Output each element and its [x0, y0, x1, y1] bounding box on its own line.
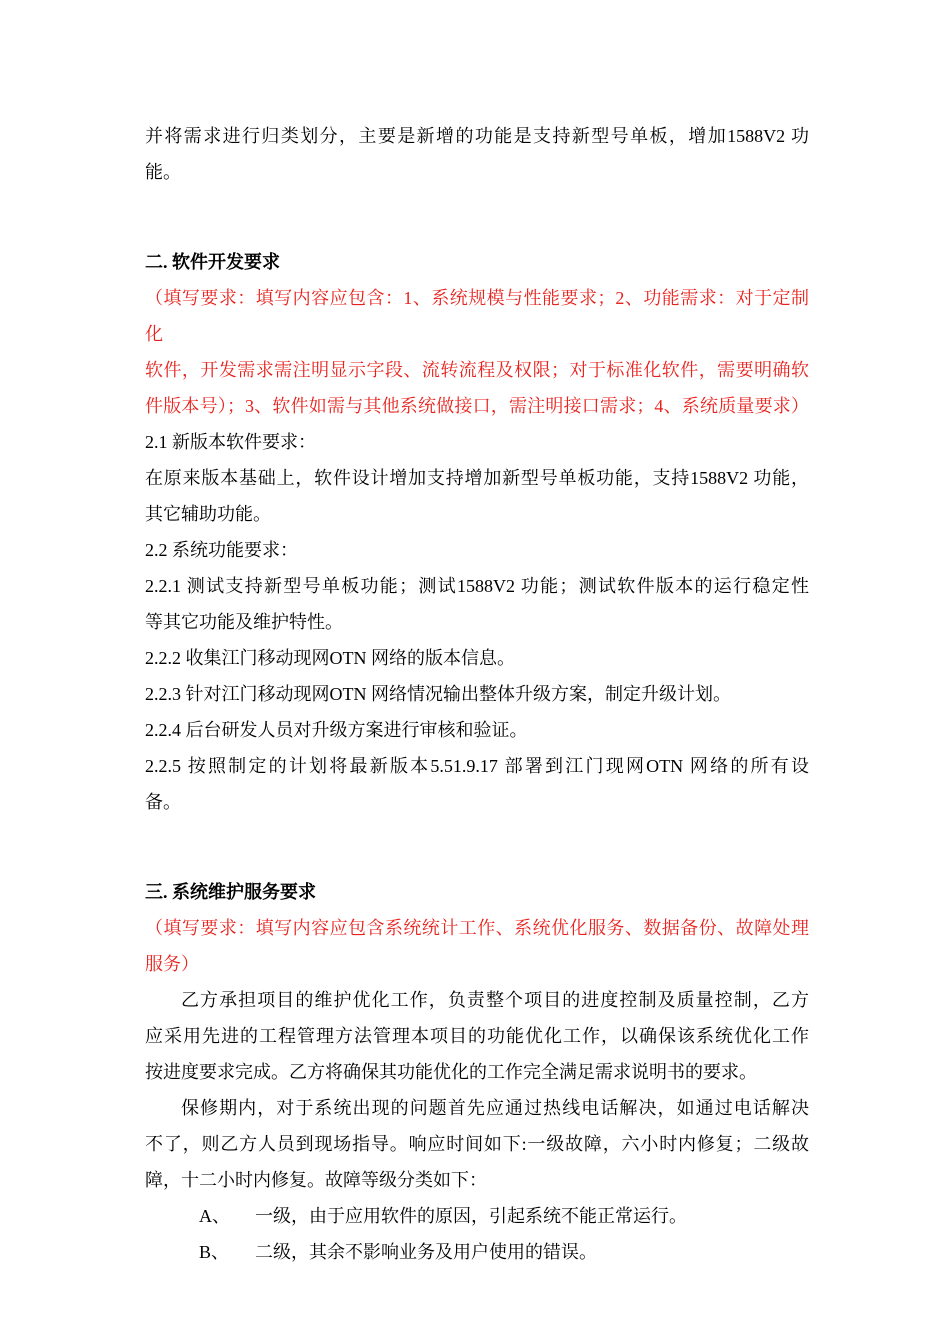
section-2-note-line-1: （填写要求：填写内容应包含：1、系统规模与性能要求；2、功能需求：对于定制化 — [145, 288, 809, 344]
requirement-2-2-4: 2.2.4 后台研发人员对升级方案进行审核和验证。 — [145, 720, 528, 740]
requirement-2-1-line-1: 在原来版本基础上，软件设计增加支持增加新型号单板功能，支持1588V2 功能， — [145, 468, 809, 488]
requirement-2-2-3: 2.2.3 针对江门移动现网OTN 网络情况输出整体升级方案，制定升级计划。 — [145, 684, 731, 704]
section-3-note-line-2: 服务） — [145, 954, 199, 974]
maintenance-para-line-3: 按进度要求完成。乙方将确保其功能优化的工作完全满足需求说明书的要求。 — [145, 1062, 757, 1082]
section-2-note-line-2: 软件，开发需求需注明显示字段、流转流程及权限；对于标准化软件，需要明确软 — [145, 360, 809, 380]
intro-line-2: 能。 — [145, 162, 181, 182]
fault-level-item — [145, 1234, 809, 1270]
section-2-heading: 二. 软件开发要求 — [145, 252, 280, 272]
requirement-2-2-5-line-2: 备。 — [145, 792, 181, 812]
fault-level-text: 一级，由于应用软件的原因，引起系统不能正常运行。 — [255, 1206, 687, 1226]
fault-level-text: 二级，其余不影响业务及用户使用的错误。 — [255, 1242, 597, 1262]
document-page — [145, 118, 809, 1270]
requirement-2-2-title: 2.2 系统功能要求： — [145, 540, 298, 560]
intro-paragraph — [145, 118, 809, 190]
section-3-heading: 三. 系统维护服务要求 — [145, 882, 316, 902]
requirement-2-2-1-line-2: 等其它功能及维护特性。 — [145, 612, 343, 632]
requirement-2-2-1-line-1: 2.2.1 测试支持新型号单板功能；测试1588V2 功能；测试软件版本的运行稳定性 — [145, 576, 809, 596]
requirement-2-1-line-2: 其它辅助功能。 — [145, 504, 271, 524]
section-3-note-line-1: （填写要求：填写内容应包含系统统计工作、系统优化服务、数据备份、故障处理 — [145, 918, 809, 938]
fault-level-item — [145, 1198, 809, 1234]
maintenance-para-line-1: 乙方承担项目的维护优化工作，负责整个项目的进度控制及质量控制，乙方 — [181, 990, 809, 1010]
warranty-para-line-2: 不了，则乙方人员到现场指导。响应时间如下:一级故障，六小时内修复；二级故 — [145, 1134, 809, 1154]
maintenance-para-line-2: 应采用先进的工程管理方法管理本项目的功能优化工作，以确保该系统优化工作 — [145, 1026, 809, 1046]
requirement-2-1-title: 2.1 新版本软件要求： — [145, 432, 316, 452]
section-2-note-line-3: 件版本号）；3、软件如需与其他系统做接口，需注明接口需求；4、系统质量要求） — [145, 396, 809, 416]
warranty-para-line-1: 保修期内，对于系统出现的问题首先应通过热线电话解决，如通过电话解决 — [181, 1098, 809, 1118]
requirement-2-2-5-line-1: 2.2.5 按照制定的计划将最新版本5.51.9.17 部署到江门现网OTN 网络的所有设 — [145, 756, 809, 776]
warranty-para-line-3: 障，十二小时内修复。故障等级分类如下： — [145, 1170, 487, 1190]
requirement-2-2-2: 2.2.2 收集江门移动现网OTN 网络的版本信息。 — [145, 648, 515, 668]
intro-line-1: 并将需求进行归类划分，主要是新增的功能是支持新型号单板，增加1588V2 功 — [145, 126, 809, 146]
fault-level-marker: A、 — [199, 1206, 230, 1226]
section-2 — [145, 244, 809, 820]
section-3 — [145, 874, 809, 1270]
fault-level-marker: B、 — [199, 1242, 230, 1262]
